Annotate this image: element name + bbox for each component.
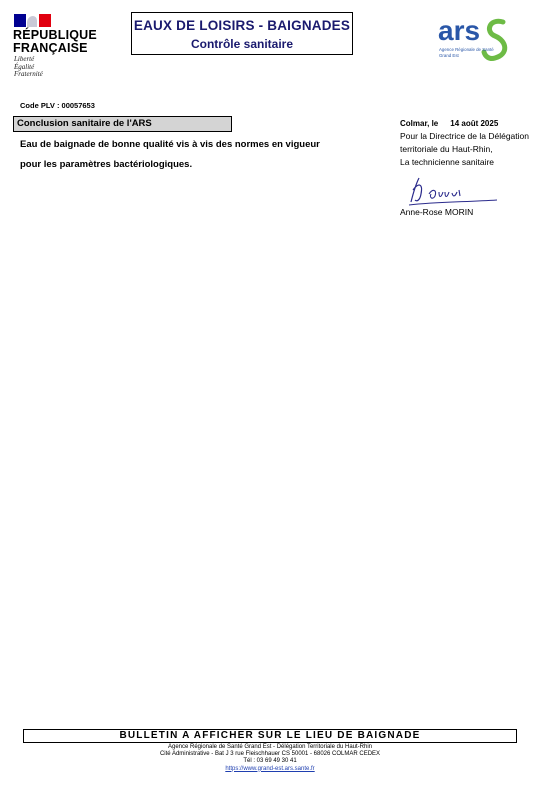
signature-line3: La technicienne sanitaire <box>400 157 495 167</box>
signature-block <box>400 117 529 169</box>
french-flag-logo <box>14 14 51 27</box>
motto-liberte: Liberté <box>14 55 35 63</box>
conclusion-header: Conclusion sanitaire de l'ARS <box>13 116 232 132</box>
signature-line2: territoriale du Haut-Rhin, <box>400 144 493 154</box>
document-title: EAUX DE LOISIRS - BAIGNADES <box>133 18 351 33</box>
signer-name: Anne-Rose MORIN <box>400 207 474 217</box>
footer-address <box>23 744 517 773</box>
motto-egalite: Égalité <box>14 62 35 71</box>
republique-motto <box>14 56 43 79</box>
document-date: 14 août 2025 <box>450 119 499 128</box>
code-plv: Code PLV : 00057653 <box>20 101 95 110</box>
ars-logo-swoosh <box>484 21 505 58</box>
flag-white-stripe <box>26 14 38 27</box>
rf-name-line1: RÉPUBLIQUE <box>13 28 97 42</box>
motto-fraternite: Fraternité <box>14 70 43 78</box>
document-title-box <box>131 12 353 55</box>
footer-phone: Tél : 03 69 49 30 41 <box>243 758 297 765</box>
flag-blue-stripe <box>14 14 26 27</box>
conclusion-line1: Eau de baignade de bonne qualité vis à vis des normes en vigueur <box>20 139 320 150</box>
document-subtitle: Contrôle sanitaire <box>190 37 294 51</box>
conclusion-line2: pour les paramètres bactériologiques. <box>20 159 193 170</box>
conclusion-text <box>20 135 370 175</box>
rf-name-line2: FRANÇAISE <box>13 41 88 55</box>
signature-line1: Pour la Directrice de la Délégation <box>400 131 529 141</box>
footer-line2: Cité Administrative - Bat J 3 rue Fleischhauer CS 50001 - 68026 COLMAR CEDEX <box>159 751 381 758</box>
flag-red-stripe <box>39 14 51 27</box>
footer-website-link[interactable]: https://www.grand-est.ars.sante.fr <box>225 765 315 772</box>
ars-logo-tagline: Agence Régionale de Santé <box>439 47 494 52</box>
ars-logo <box>437 14 517 70</box>
bulletin-banner: BULLETIN A AFFICHER SUR LE LIEU DE BAIGNADE <box>23 729 517 743</box>
footer-line1: Agence Régionale de Santé Grand Est - Délégation Territoriale du Haut-Rhin <box>167 744 372 750</box>
ars-logo-region: Grand Est <box>439 53 459 58</box>
ars-logo-word: ars <box>438 15 481 46</box>
republique-francaise-name <box>13 29 97 55</box>
handwritten-signature <box>405 172 500 208</box>
date-line <box>400 117 529 130</box>
place-label: Colmar, le <box>400 119 439 128</box>
